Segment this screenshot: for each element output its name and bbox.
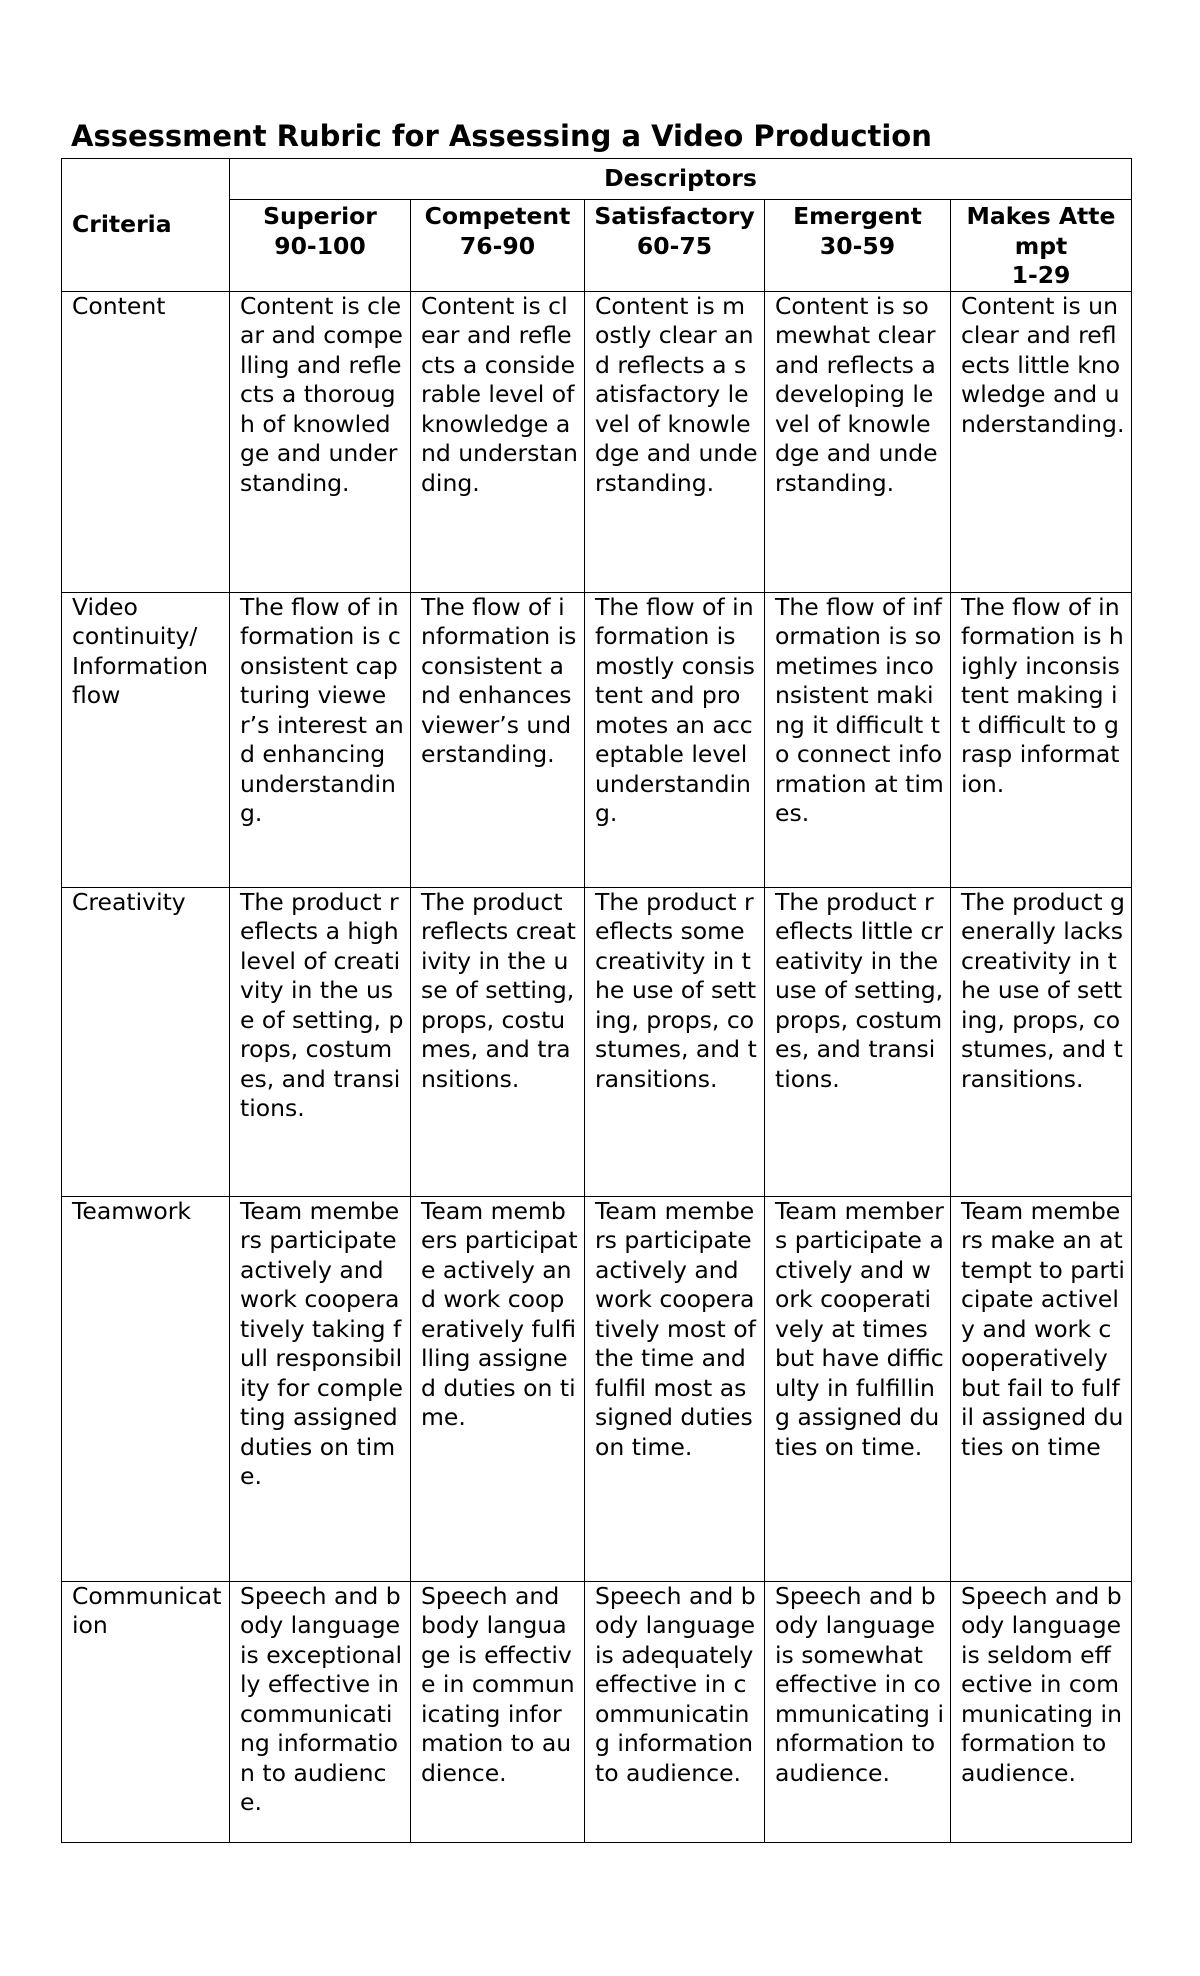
criterion-cell: Content (62, 291, 230, 592)
level-header (585, 200, 765, 292)
descriptor-cell: Speech and body language is seldom effective in communicating information to audience. (951, 1581, 1132, 1842)
descriptor-cell: Team members make an attempt to participate actively and work cooperatively but fail to fulfil assigned duties on time (951, 1196, 1132, 1581)
level-header (765, 200, 951, 292)
descriptor-cell: The flow of information is consistent capturing viewer’s interest and enhancing understanding. (230, 592, 411, 887)
descriptors-header: Descriptors (230, 159, 1132, 200)
table-header-row (62, 159, 1132, 200)
table-row (62, 291, 1132, 592)
descriptor-cell: Team members participate actively and work cooperatively at times but have difficulty in fulfilling assigned duties on time. (765, 1196, 951, 1581)
level-name: Competent (424, 202, 571, 230)
descriptor-cell: The product reflects creativity in the use of setting, props, costumes, and transitions. (411, 887, 585, 1196)
descriptor-cell: The product reflects a high level of creativity in the use of setting, props, costumes, and transitions. (230, 887, 411, 1196)
table-row (62, 592, 1132, 887)
level-name: Superior (263, 202, 377, 230)
level-header (951, 200, 1132, 292)
descriptor-cell: The product generally lacks creativity in the use of setting, props, costumes, and transitions. (951, 887, 1132, 1196)
table-row (62, 887, 1132, 1196)
descriptor-cell: Content is somewhat clear and reflects a developing level of knowledge and understanding. (765, 291, 951, 592)
descriptor-cell: Team members participate actively and work cooperatively most of the time and fulfil most assigned duties on time. (585, 1196, 765, 1581)
level-range: 60-75 (636, 231, 713, 260)
descriptor-cell: The flow of information is mostly consistent and promotes an acceptable level understanding. (585, 592, 765, 887)
descriptor-cell: The flow of information is sometimes inconsistent making it difficult to connect information at times. (765, 592, 951, 887)
criteria-header: Criteria (62, 159, 230, 292)
document-title: Assessment Rubric for Assessing a Video Production (71, 119, 932, 153)
level-header (230, 200, 411, 292)
table-row (62, 1196, 1132, 1581)
descriptor-cell: Team members participate actively and work cooperatively taking full responsibility for completing assigned duties on time. (230, 1196, 411, 1581)
criterion-cell: Creativity (62, 887, 230, 1196)
table-row (62, 1581, 1132, 1842)
descriptor-cell: Speech and body language is adequately effective in communicating information to audience. (585, 1581, 765, 1842)
descriptor-cell: The product reflects some creativity in the use of setting, props, costumes, and transitions. (585, 887, 765, 1196)
descriptor-cell: The product reflects little creativity in the use of setting, props, costumes, and transitions. (765, 887, 951, 1196)
level-name: Makes Attempt (966, 202, 1116, 260)
level-name: Emergent (793, 202, 922, 230)
level-range: 76-90 (459, 231, 536, 260)
level-range: 1-29 (1011, 261, 1071, 289)
level-header (411, 200, 585, 292)
descriptor-cell: The flow of information is consistent and enhances viewer’s understanding. (411, 592, 585, 887)
criterion-cell: Communication (62, 1581, 230, 1842)
descriptor-cell: Content is mostly clear and reflects a satisfactory level of knowledge and understanding. (585, 291, 765, 592)
level-name: Satisfactory (594, 202, 755, 230)
descriptor-cell: Content is clear and compelling and reflects a thorough of knowledge and understanding. (230, 291, 411, 592)
criterion-cell: Video continuity/ Information flow (62, 592, 230, 887)
descriptor-cell: Speech and body language is exceptionally effective in communicating information to audience. (230, 1581, 411, 1842)
descriptor-cell: The flow of information is highly inconsistent making it difficult to grasp information. (951, 592, 1132, 887)
descriptor-cell: Team members participate actively and work cooperatively fulfilling assigned duties on time. (411, 1196, 585, 1581)
descriptor-cell: Speech and body language is somewhat effective in communicating information to audience. (765, 1581, 951, 1842)
descriptor-cell: Content is unclear and reflects little knowledge and understanding. (951, 291, 1132, 592)
descriptor-cell: Content is clear and reflects a considerable level of knowledge and understanding. (411, 291, 585, 592)
level-range: 30-59 (819, 231, 896, 260)
criterion-cell: Teamwork (62, 1196, 230, 1581)
rubric-table (61, 158, 1132, 1843)
descriptor-cell: Speech and body language is effective in communicating information to audience. (411, 1581, 585, 1842)
level-range: 90-100 (274, 231, 366, 260)
